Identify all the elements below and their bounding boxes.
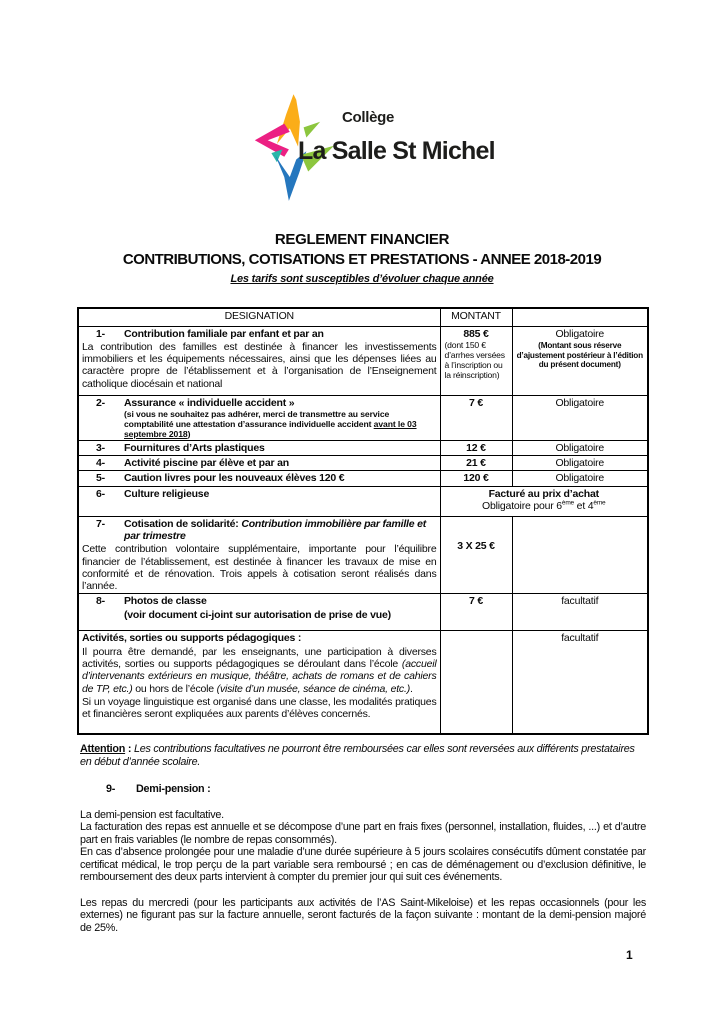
item-3-heading: 3- Fournitures d’Arts plastiques [96,441,265,454]
table-row [78,594,648,631]
document-subtitle-year: CONTRIBUTIONS, COTISATIONS ET PRESTATIONS - ANNEE 2018-2019 [122,251,602,268]
item-6-heading: 6- Culture religieuse [96,487,210,500]
item-4-status: Obligatoire [555,457,605,470]
title-block [0,231,724,285]
item-7-description: Cette contribution volontaire supplémentaire, importante pour l’équilibre financier de l’établissement, est destinée à financer les travaux de mise en conformité et de rénovation. Trois appels à cotisation seront réalisés dans l’année. [82,543,437,593]
col-header-blank [512,308,648,326]
activities-description-line2: Si un voyage linguistique est organisé dans une classe, les modalités pratiques et financières seront expliquées aux parents d’élèves concernés. [82,695,437,721]
item-5-amount: 120 € [463,472,489,485]
table-row [78,326,648,395]
table-row [78,471,648,486]
item-4-heading: 4- Activité piscine par élève et par an [96,457,289,470]
item-2-note: (si vous ne souhaitez pas adhérer, merci de transmettre au service comptabilité une attestation d’assurance individuelle accident avant le 03 septembre 2018) [124,408,417,439]
activities-amount-empty [440,631,512,734]
item-7-status-empty [512,516,648,594]
item-1-status: Obligatoire [555,327,605,340]
item-2-amount: 7 € [469,396,483,409]
table-row [78,631,648,734]
item-7-heading: 7- Cotisation de solidarité: Contribution immobilière par famille et par trimestre [96,517,427,542]
table-header-row [78,308,648,326]
item-1-description: La contribution des familles est destinée à financer les investissements immobiliers et les équipements nécessaires, ainsi que les dépenses liées au caractère propre de l’établissement et à l’organisation de l’Enseignement catholique diocésain et national [82,340,437,390]
document-tagline: Les tarifs sont susceptibles d’évoluer chaque année [230,273,494,285]
item-6-status: Obligatoire pour 6ème et 4ème [482,499,606,512]
table-row [78,456,648,471]
item-5-heading: 5- Caution livres pour les nouveaux élèves 120 € [96,472,345,485]
item-7-amount: 3 X 25 € [457,539,495,552]
item-4-amount: 21 € [466,457,486,470]
col-header-designation: DESIGNATION [78,308,440,326]
logo-school-type: Collège [342,109,395,126]
item-1-amount-note: (dont 150 € d’arrhes versées à l’inscription ou la réinscription) [444,339,505,380]
item-8-amount: 7 € [469,595,483,608]
item-8-status: facultatif [561,595,599,608]
table-row [78,395,648,440]
demi-pension-paragraph-1: La demi-pension est facultative. [80,808,224,821]
item-3-amount: 12 € [466,441,486,454]
table-row [78,486,648,516]
school-logo [253,93,513,215]
activities-status: facultatif [561,632,599,645]
item-2-status: Obligatoire [555,396,605,409]
item-8-heading: 8- Photos de classe [96,595,207,608]
logo-school-name: La Salle St Michel [298,137,495,165]
document-title: REGLEMENT FINANCIER [274,231,450,248]
item-3-status: Obligatoire [555,441,605,454]
item-1-heading: 1- Contribution familiale par enfant et par an [96,327,324,340]
demi-pension-paragraph-3: En cas d’absence prolongée pour une maladie d’une durée supérieure à 5 jours scolaires consécutifs dûment constatée par certificat médical, le trop perçu de la part variable sera remboursé ; en cas de déménagement ou d’exclusion définitive, le remboursement des deux parts intervient à compter du premier jour qui suit ces événements. [80,846,646,883]
section-9-heading: 9- Demi-pension : [106,783,211,795]
activities-description: Il pourra être demandé, par les enseignants, une participation à diverses activités, sorties ou supports pédagogiques se déroulant dans l’école (accueil d’intervenants extérieurs en musique, théâtre, achats de romans et de cahiers de TP, etc.) ou hors de l’école (visite d’un musée, séance de cinéma, etc.). [82,645,437,695]
activities-heading: Activités, sorties ou supports pédagogiques : [82,632,302,645]
item-1-amount: 885 € [463,327,489,340]
table-row [78,440,648,455]
item-5-status: Obligatoire [555,472,605,485]
demi-pension-paragraph-2: La facturation des repas est annuelle et se décompose d’une part en frais fixes (personnel, installation, fluides, ...) et d’autre part en frais variables (le nombre de repas consommés). [80,821,646,846]
attention-note: Attention : Les contributions facultatives ne pourront être remboursées car elles sont reversées aux différents prestataires en début d’année scolaire. [80,743,635,768]
item-6-pricing: Facturé au prix d’achat [488,487,599,500]
table-row [78,516,648,594]
item-8-heading-note: (voir document ci-joint sur autorisation de prise de vue) [124,608,391,621]
item-1-status-note: (Montant sous réserve d’ajustement postérieur à l’édition du présent document) [516,340,643,370]
notes-section [80,743,646,934]
item-2-heading: 2- Assurance « individuelle accident » [96,396,295,409]
col-header-montant: MONTANT [440,308,512,326]
page-number: 1 [626,948,633,962]
fees-table [77,307,649,735]
demi-pension-paragraph-4: Les repas du mercredi (pour les participants aux activités de l’AS Saint-Mikeloise) et les repas occasionnels (pour les externes) ne figurant pas sur la facture annuelle, seront facturés de la façon suivante : montant de la demi-pension majoré de 25%. [80,896,646,934]
